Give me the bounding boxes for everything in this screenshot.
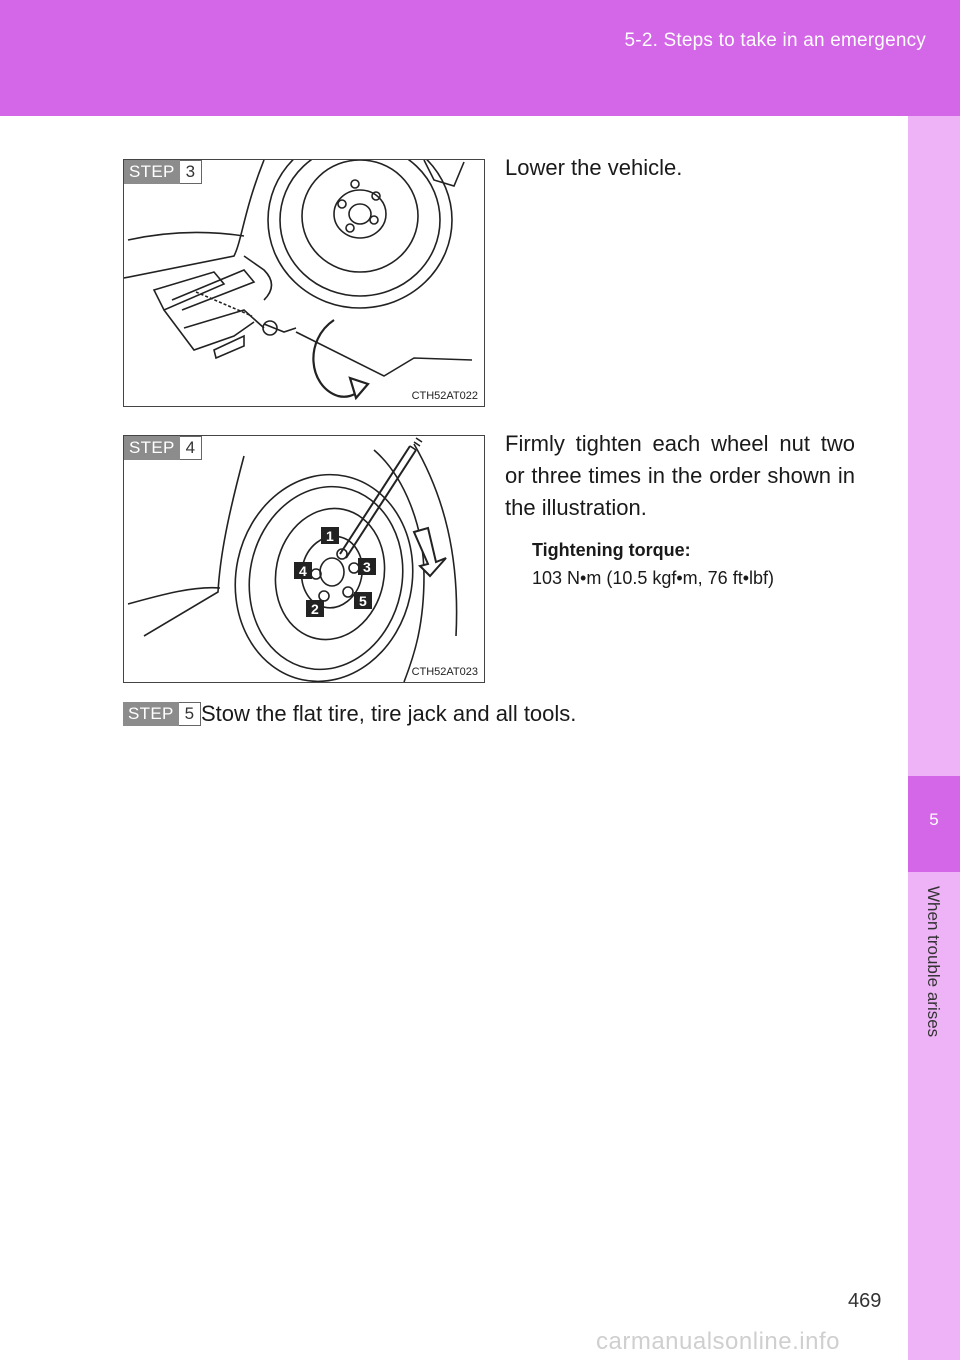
wheel-nut-order-illustration <box>124 436 484 682</box>
nut-label-1: 1 <box>326 528 334 544</box>
step-word: STEP <box>124 436 180 460</box>
figure-code: CTH52AT022 <box>411 390 478 402</box>
step-4-badge <box>124 436 202 460</box>
torque-label: Tightening torque: <box>532 540 691 560</box>
figure-lower-vehicle <box>123 159 485 407</box>
page-number: 469 <box>848 1290 882 1312</box>
chapter-number: 5 <box>929 810 939 829</box>
chapter-title: When trouble arises <box>924 886 943 1038</box>
figure-tighten-nuts <box>123 435 485 683</box>
step-5-badge <box>123 702 201 726</box>
jack-lowering-illustration <box>124 160 484 406</box>
nut-label-2: 2 <box>311 601 319 617</box>
nut-label-5: 5 <box>359 593 367 609</box>
step-word: STEP <box>123 702 179 726</box>
step-number: 5 <box>179 702 201 726</box>
figure-code: CTH52AT023 <box>411 666 478 678</box>
page-header <box>0 0 960 116</box>
step-word: STEP <box>124 160 180 184</box>
nut-label-4: 4 <box>299 563 307 579</box>
watermark: carmanualsonline.info <box>596 1328 840 1355</box>
step-3-badge <box>124 160 202 184</box>
nut-label-3: 3 <box>363 559 371 575</box>
section-title: 5-2. Steps to take in an emergency <box>624 30 926 51</box>
side-margin-strip <box>908 116 960 1360</box>
step-4-text: Firmly tighten each wheel nut two or three times in the order shown in the illustration. <box>505 431 855 520</box>
torque-value: 103 N•m (10.5 kgf•m, 76 ft•lbf) <box>532 568 774 588</box>
step-3-text: Lower the vehicle. <box>505 155 683 180</box>
step-number: 3 <box>180 160 202 184</box>
step-number: 4 <box>180 436 202 460</box>
step-5-text: Stow the flat tire, tire jack and all tools. <box>201 701 577 726</box>
